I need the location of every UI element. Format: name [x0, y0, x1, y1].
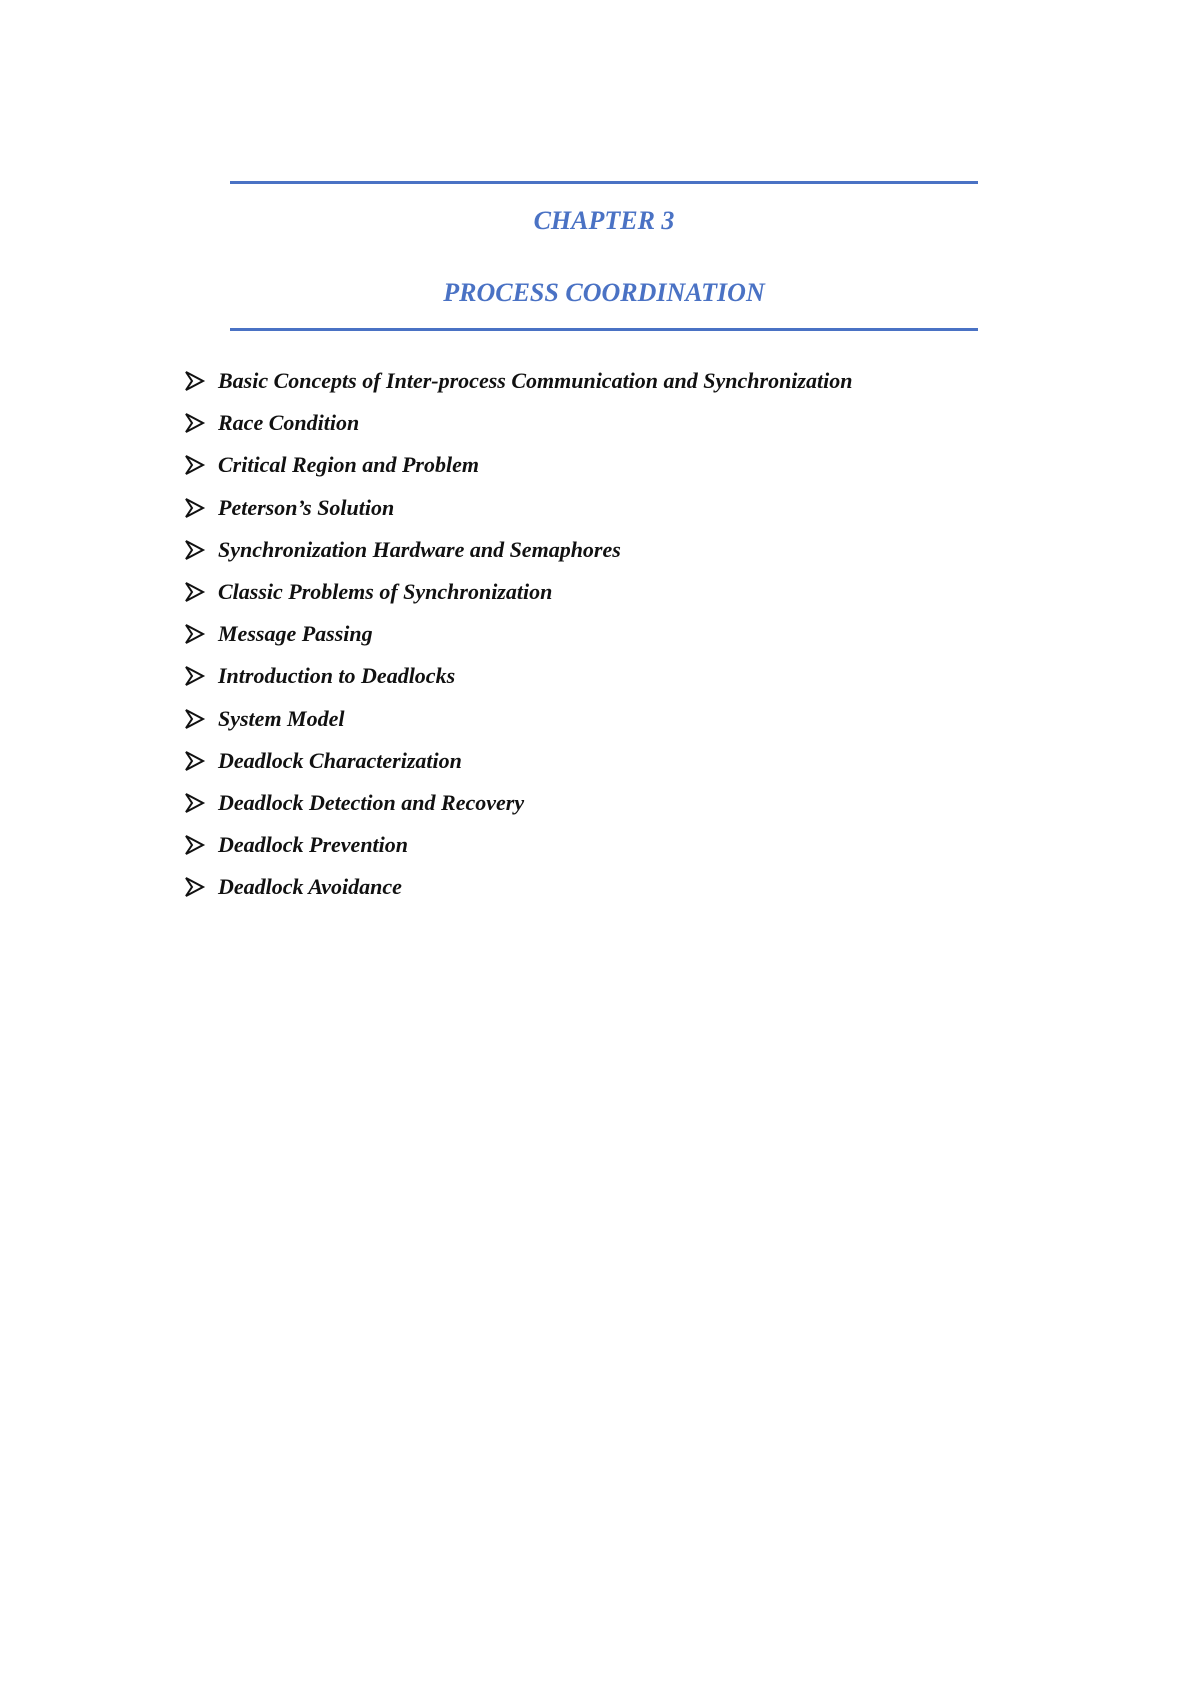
- topic-label: Race Condition: [218, 410, 360, 436]
- list-item: [184, 452, 852, 494]
- arrowhead-bullet-icon: [184, 663, 218, 689]
- chapter-number: CHAPTER 3: [533, 206, 675, 235]
- arrowhead-bullet-icon: [184, 537, 218, 563]
- list-item: [184, 537, 852, 579]
- topic-label: Classic Problems of Synchronization: [218, 578, 553, 604]
- top-divider: [230, 181, 978, 184]
- topic-list: [184, 368, 852, 916]
- topic-label: Critical Region and Problem: [218, 452, 479, 478]
- list-item: [184, 495, 852, 537]
- list-item: [184, 706, 852, 748]
- arrowhead-bullet-icon: [184, 706, 218, 732]
- topic-label: Introduction to Deadlocks: [218, 663, 456, 689]
- arrowhead-bullet-icon: [184, 832, 218, 858]
- arrowhead-bullet-icon: [184, 452, 218, 478]
- arrowhead-bullet-icon: [184, 874, 218, 900]
- topic-label: Deadlock Detection and Recovery: [218, 789, 525, 815]
- list-item: [184, 410, 852, 452]
- list-item: [184, 874, 852, 916]
- bottom-divider: [230, 328, 978, 331]
- topic-label: Peterson’s Solution: [218, 494, 395, 520]
- arrowhead-bullet-icon: [184, 495, 218, 521]
- arrowhead-bullet-icon: [184, 621, 218, 647]
- topic-label: Basic Concepts of Inter-process Communication and Synchronization: [218, 368, 853, 393]
- topic-label: System Model: [218, 705, 345, 731]
- list-item: [184, 368, 852, 410]
- arrowhead-bullet-icon: [184, 579, 218, 605]
- topic-label: Message Passing: [218, 621, 373, 647]
- arrowhead-bullet-icon: [184, 748, 218, 774]
- topic-label: Deadlock Avoidance: [218, 874, 402, 900]
- list-item: [184, 790, 852, 832]
- arrowhead-bullet-icon: [184, 368, 218, 394]
- arrowhead-bullet-icon: [184, 790, 218, 816]
- chapter-title: PROCESS COORDINATION: [443, 278, 765, 307]
- list-item: [184, 579, 852, 621]
- topic-label: Deadlock Characterization: [218, 747, 462, 773]
- arrowhead-bullet-icon: [184, 410, 218, 436]
- topic-label: Deadlock Prevention: [218, 832, 409, 858]
- list-item: [184, 832, 852, 874]
- list-item: [184, 663, 852, 705]
- list-item: [184, 748, 852, 790]
- list-item: [184, 621, 852, 663]
- topic-label: Synchronization Hardware and Semaphores: [218, 536, 621, 562]
